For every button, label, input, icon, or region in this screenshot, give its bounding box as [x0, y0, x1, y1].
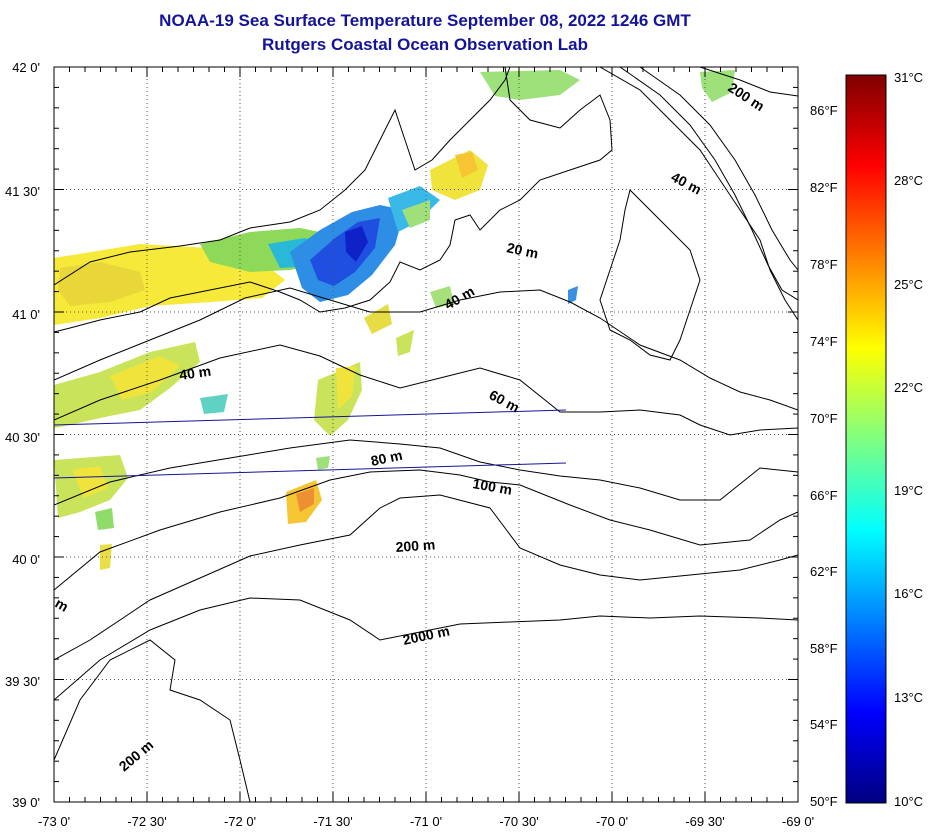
lon-tick-label: -71 0' [409, 814, 443, 829]
contour-label: 40 m [668, 168, 705, 198]
colorbar-celsius-labels [894, 70, 923, 809]
contour-label: m [52, 594, 72, 615]
fahrenheit-label: 50°F [810, 794, 838, 809]
colorbar-scale [846, 75, 886, 803]
fahrenheit-label: 70°F [810, 411, 838, 426]
lon-tick-label: -72 30' [127, 814, 167, 829]
contour-label: 200 m [395, 536, 436, 555]
sst-patch [316, 456, 330, 470]
celsius-label: 10°C [894, 794, 924, 809]
latitude-axis [5, 60, 40, 810]
lon-tick-label: -72 0' [223, 814, 257, 829]
celsius-label: 31°C [894, 70, 924, 85]
fahrenheit-label: 86°F [810, 103, 838, 118]
celsius-label: 19°C [894, 483, 924, 498]
lat-tick-label: 40 30' [4, 430, 40, 445]
contour-label: 200 m [115, 736, 157, 775]
celsius-label: 13°C [894, 690, 924, 705]
contour-label: 60 m [486, 386, 523, 416]
colorbar [810, 70, 923, 809]
celsius-label: 16°C [894, 586, 924, 601]
contour-label: 40 m [441, 282, 478, 313]
contour-label: 2000 m [401, 622, 452, 648]
fahrenheit-label: 78°F [810, 257, 838, 272]
celsius-label: 22°C [894, 380, 924, 395]
lat-tick-label: 39 0' [12, 795, 40, 810]
contour-label: 20 m [505, 239, 540, 262]
chart-title: NOAA-19 Sea Surface Temperature September 08, 2022 1246 GMT [159, 11, 691, 30]
lon-tick-label: -73 0' [37, 814, 71, 829]
lat-tick-label: 41 0' [12, 307, 40, 322]
fahrenheit-label: 82°F [810, 180, 838, 195]
contour-label: 80 m [369, 446, 404, 469]
lon-tick-label: -69 0' [781, 814, 815, 829]
fahrenheit-label: 62°F [810, 564, 838, 579]
fahrenheit-label: 58°F [810, 641, 838, 656]
contour-label: 100 m [471, 475, 514, 498]
fahrenheit-label: 66°F [810, 488, 838, 503]
lat-tick-label: 42 0' [12, 60, 40, 75]
contour-label: 40 m [178, 362, 213, 383]
lon-tick-label: -70 30' [499, 814, 539, 829]
lon-tick-label: -71 30' [313, 814, 353, 829]
celsius-label: 28°C [894, 173, 924, 188]
contour-label: 200 m [725, 79, 768, 115]
lon-tick-label: -70 0' [595, 814, 629, 829]
lat-tick-label: 39 30' [4, 674, 40, 689]
fahrenheit-label: 54°F [810, 717, 838, 732]
colorbar-fahrenheit-labels [810, 103, 838, 809]
chart-subtitle: Rutgers Coastal Ocean Observation Lab [262, 35, 588, 54]
lon-tick-label: -69 30' [685, 814, 725, 829]
celsius-label: 25°C [894, 277, 924, 292]
fahrenheit-label: 74°F [810, 334, 838, 349]
lat-tick-label: 40 0' [12, 552, 40, 567]
lat-tick-label: 41 30' [4, 184, 40, 199]
longitude-axis [38, 814, 814, 829]
